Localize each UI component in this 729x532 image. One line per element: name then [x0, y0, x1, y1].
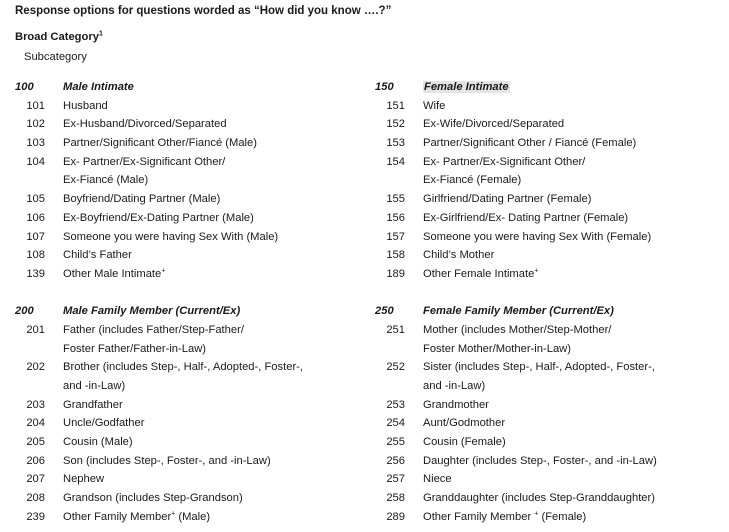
subcategory-row — [360, 452, 729, 471]
subcategory-row — [0, 396, 370, 415]
subcategory-row — [360, 115, 729, 134]
subcategory-row-continuation — [360, 340, 729, 359]
subcategory-row — [0, 190, 370, 209]
subcategory-row — [0, 414, 370, 433]
subcategory-row-continuation — [360, 377, 729, 396]
subcategory-row — [360, 209, 729, 228]
broad-category-label: Broad Category — [15, 31, 99, 43]
subcategory-label: and -in-Law) — [423, 380, 486, 392]
subcategory-code: 152 — [386, 118, 405, 131]
subcategory-code: 158 — [386, 249, 405, 262]
subcategory-label: Grandfather — [63, 398, 123, 411]
subcategory-label: Other Family Member+ (Male) — [63, 510, 211, 523]
section-spacer — [360, 284, 729, 303]
subcategory-code: 201 — [26, 323, 45, 336]
category-header — [0, 302, 370, 321]
subcategory-label: Partner/Significant Other/Fiancé (Male) — [63, 137, 257, 150]
subcategory-row — [0, 265, 370, 284]
footnote-marker: + — [534, 267, 539, 275]
subcategory-code: 107 — [26, 230, 45, 243]
subcategory-row — [360, 265, 729, 284]
subcategory-row — [0, 134, 370, 153]
category-header — [0, 78, 370, 97]
subcategory-label: Son (includes Step-, Foster-, and -in-Law) — [63, 454, 271, 467]
section-spacer — [0, 284, 370, 303]
subcategory-label: Grandson (includes Step-Grandson) — [63, 492, 243, 505]
subcategory-label: Sister (includes Step-, Half-, Adopted-, Foster-, — [423, 361, 655, 374]
subcategory-label: Foster Father/Father-in-Law) — [63, 342, 206, 355]
subcategory-code: 155 — [386, 193, 405, 206]
subcategory-row — [360, 433, 729, 452]
subcategory-label: Niece — [423, 473, 452, 486]
subcategory-row-continuation — [0, 340, 370, 359]
footnote-marker: + — [171, 510, 176, 518]
subcategory-row — [360, 246, 729, 265]
subcategory-label: Partner/Significant Other / Fiancé (Female) — [423, 137, 637, 150]
subcategory-label: Girlfriend/Dating Partner (Female) — [423, 193, 592, 206]
subcategory-label: Mother (includes Mother/Step-Mother/ — [423, 323, 612, 336]
subcategory-label: Other Family Member + (Female) — [423, 510, 587, 523]
subcategory-row — [360, 489, 729, 508]
subcategory-row — [360, 97, 729, 116]
footnote-marker: 1 — [98, 30, 103, 38]
subcategory-label: Ex-Fiancé (Male) — [63, 174, 149, 187]
subcategory-label: Foster Mother/Mother-in-Law) — [423, 342, 571, 355]
subcategory-label: Child’s Father — [63, 249, 132, 262]
subcategory-label: Wife — [423, 99, 446, 112]
subcategory-code: 139 — [26, 267, 45, 280]
subcategory-row — [0, 115, 370, 134]
subcategory-code: 104 — [26, 155, 45, 168]
subcategory-code: 151 — [386, 99, 405, 112]
category-code: 150 — [375, 81, 394, 93]
subcategory-code: 253 — [386, 398, 405, 411]
subcategory-row — [0, 246, 370, 265]
subcategory-row — [0, 228, 370, 247]
subcategory-label: Ex- Partner/Ex-Significant Other/ — [63, 155, 226, 168]
subcategory-code: 258 — [386, 492, 405, 505]
subcategory-label: Grandmother — [423, 398, 489, 411]
subcategory-code: 239 — [26, 510, 45, 523]
subcategory-label: Ex-Boyfriend/Ex-Dating Partner (Male) — [63, 211, 254, 224]
subcategory-label: Other Male Intimate+ — [63, 267, 166, 280]
subcategory-code: 204 — [26, 417, 45, 430]
footnote-marker: + — [534, 510, 539, 518]
subcategory-label: Uncle/Godfather — [63, 417, 145, 430]
left-column — [0, 78, 370, 527]
subcategory-code: 106 — [26, 211, 45, 224]
subcategory-row — [0, 321, 370, 340]
subcategory-label: Ex-Girlfriend/Ex- Dating Partner (Female) — [423, 211, 629, 224]
subcategory-row — [0, 358, 370, 377]
subcategory-code: 156 — [386, 211, 405, 224]
subcategory-row — [0, 209, 370, 228]
subcategory-row — [0, 433, 370, 452]
subcategory-row — [0, 508, 370, 527]
subcategory-label: Granddaughter (includes Step-Granddaughter) — [423, 492, 655, 505]
subcategory-row — [360, 470, 729, 489]
subcategory-row — [360, 321, 729, 340]
category-label — [423, 78, 510, 97]
subcategory-row-continuation — [0, 377, 370, 396]
subcategory-code: 153 — [386, 137, 405, 150]
category-code: 200 — [15, 305, 34, 318]
category-code: 250 — [375, 305, 394, 318]
subcategory-label: Ex- Partner/Ex-Significant Other/ — [423, 155, 586, 168]
subcategory-row-continuation — [360, 171, 729, 190]
subcategory-code: 255 — [386, 436, 405, 449]
subcategory-label: Ex-Husband/Divorced/Separated — [63, 118, 227, 131]
subcategory-code: 101 — [26, 99, 45, 112]
subcategory-label: Daughter (includes Step-, Foster-, and -in-Law) — [423, 454, 657, 467]
subcategory-code: 208 — [26, 492, 45, 505]
subcategory-row — [360, 358, 729, 377]
subcategory-label: Father (includes Father/Step-Father/ — [63, 323, 244, 336]
subcategory-code: 206 — [26, 454, 45, 467]
subcategory-row-continuation — [0, 171, 370, 190]
category-section — [0, 302, 370, 526]
category-header — [360, 78, 729, 97]
category-label: Female Family Member (Current/Ex) — [423, 305, 614, 318]
subcategory-row — [360, 228, 729, 247]
subcategory-code: 105 — [26, 193, 45, 206]
subcategory-code: 207 — [26, 473, 45, 486]
subcategory-row — [0, 153, 370, 172]
broad-category-heading — [15, 31, 103, 43]
subcategory-label: Nephew — [63, 473, 105, 486]
page-title: Response options for questions worded as “How did you know ….?” — [15, 5, 392, 17]
subcategory-code: 257 — [386, 473, 405, 486]
category-code: 100 — [15, 81, 34, 93]
subcategory-label: Ex-Wife/Divorced/Separated — [423, 118, 565, 131]
subcategory-code: 256 — [386, 454, 405, 467]
subcategory-code: 108 — [26, 249, 45, 262]
subcategory-row — [0, 489, 370, 508]
subcategory-row — [0, 470, 370, 489]
subcategory-label: Cousin (Female) — [423, 436, 506, 449]
subcategory-code: 102 — [26, 118, 45, 131]
subcategory-code: 203 — [26, 398, 45, 411]
subcategory-label: Child’s Mother — [423, 249, 495, 262]
subcategory-row — [0, 97, 370, 116]
subcategory-code: 289 — [386, 510, 405, 523]
subcategory-code: 157 — [386, 230, 405, 243]
subcategory-label: Someone you were having Sex With (Female) — [423, 230, 652, 243]
subcategory-row — [360, 508, 729, 527]
category-header — [360, 302, 729, 321]
subcategory-code: 154 — [386, 155, 405, 168]
subcategory-label: Cousin (Male) — [63, 436, 133, 449]
subcategory-heading: Subcategory — [24, 51, 87, 63]
subcategory-row — [360, 190, 729, 209]
subcategory-code: 189 — [386, 267, 405, 280]
footnote-marker: + — [161, 267, 166, 275]
subcategory-label: Ex-Fiancé (Female) — [423, 174, 522, 187]
subcategory-row — [360, 153, 729, 172]
subcategory-code: 252 — [386, 361, 405, 374]
subcategory-label: and -in-Law) — [63, 380, 126, 392]
category-label-highlight: Female Intimate — [424, 81, 509, 93]
category-section — [360, 302, 729, 526]
subcategory-row — [360, 396, 729, 415]
subcategory-label: Aunt/Godmother — [423, 417, 506, 430]
category-section — [360, 78, 729, 284]
subcategory-row — [360, 414, 729, 433]
subcategory-code: 202 — [26, 361, 45, 374]
subcategory-label: Brother (includes Step-, Half-, Adopted-, Foster-, — [63, 361, 304, 374]
subcategory-label: Someone you were having Sex With (Male) — [63, 230, 279, 243]
category-label: Male Intimate — [63, 81, 134, 93]
subcategory-label: Boyfriend/Dating Partner (Male) — [63, 193, 221, 206]
subcategory-row — [360, 134, 729, 153]
right-column — [360, 78, 729, 527]
subcategory-code: 254 — [386, 417, 405, 430]
subcategory-label: Husband — [63, 99, 108, 112]
subcategory-label: Other Female Intimate+ — [423, 267, 539, 280]
subcategory-code: 103 — [26, 137, 45, 150]
subcategory-code: 205 — [26, 436, 45, 449]
subcategory-row — [0, 452, 370, 471]
category-section — [0, 78, 370, 284]
subcategory-code: 251 — [386, 323, 405, 336]
category-label: Male Family Member (Current/Ex) — [63, 305, 241, 318]
